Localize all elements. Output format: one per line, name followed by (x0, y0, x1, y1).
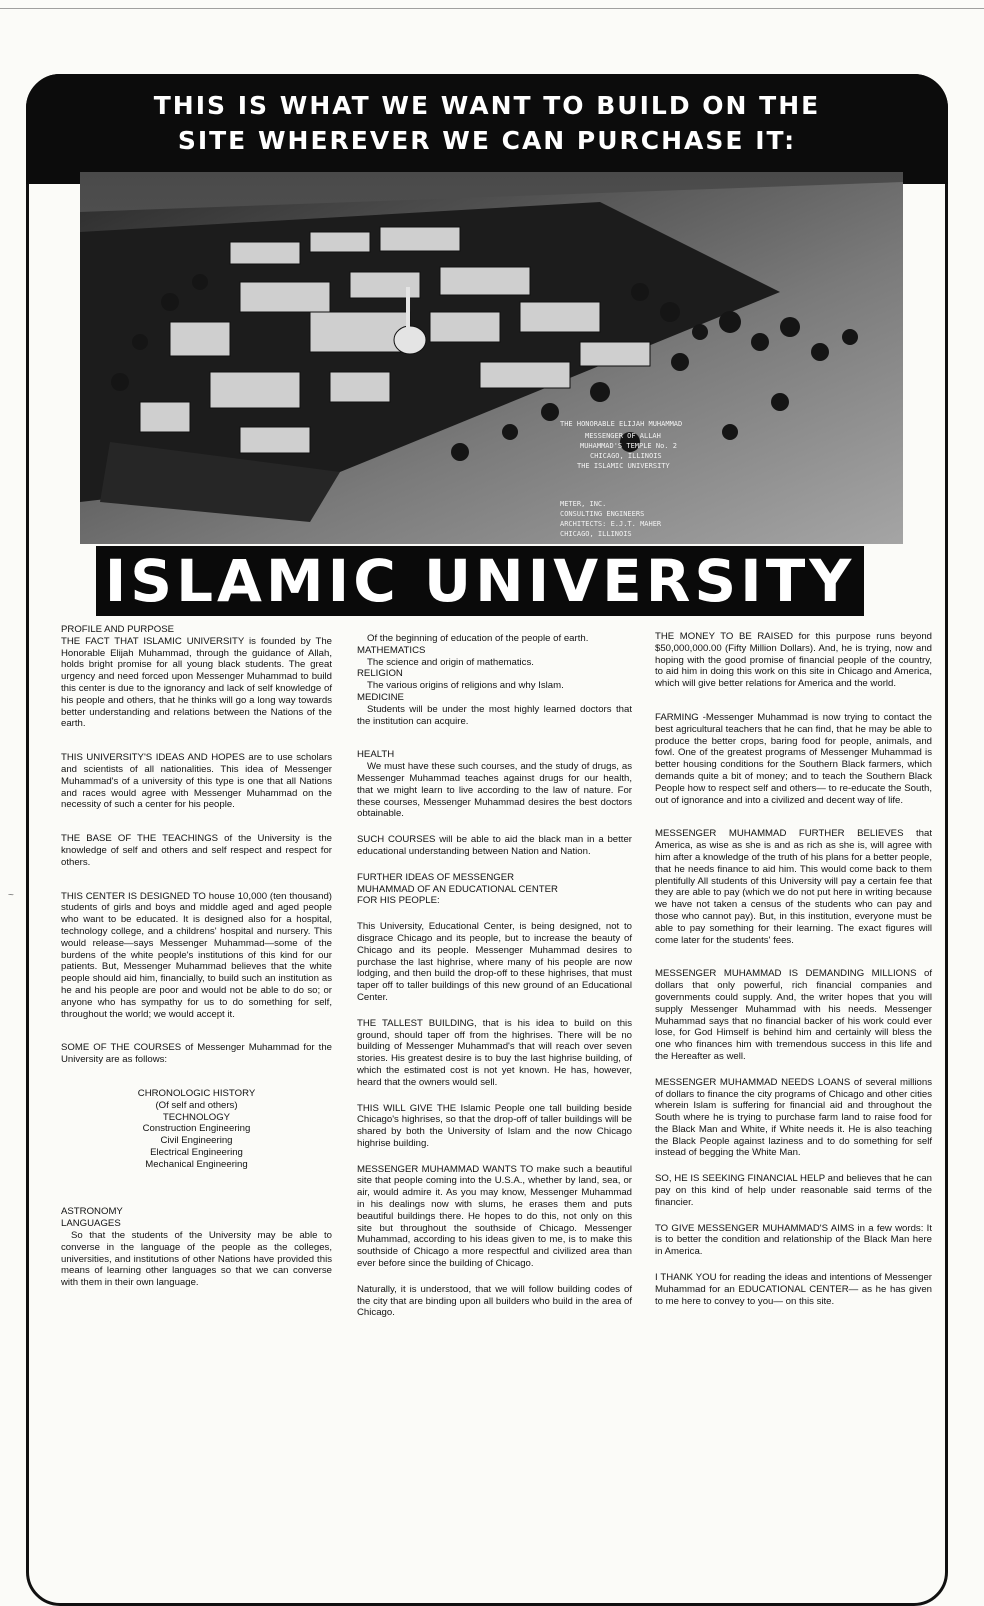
paragraph: Students will be under the most highly learned doctors that the institution can acquire. (357, 703, 632, 727)
paragraph: So that the students of the University may be able to converse in the language of the people as the colleges, universities, and institutions of other Nations have provided this means of learning other languages so that we can converse with them in their own language. (61, 1230, 332, 1289)
caption-line-6: METER, INC. (560, 500, 607, 508)
column-3 (655, 631, 932, 1307)
course-item: Civil Engineering (160, 1135, 233, 1147)
paragraph: SOME OF THE COURSES of Messenger Muhammad for the University are as follows: (61, 1042, 332, 1066)
paragraph: We must have these such courses, and the study of drugs, as Messenger Muhammad teaches against drugs for our health, that we might learn to live according to the law of nature. For these courses, Messenger Muhammad desires the best doctors obtainable. (357, 761, 632, 820)
course-item: TECHNOLOGY (162, 1111, 231, 1123)
paragraph: This University, Educational Center, is being designed, not to disgrace Chicago and its people, but to increase the beauty of Chicago and its people. Messenger Muhammad desires to purchase the last highrise, where many of his people are now lodging, and then build the drop-off to these highrises, that must taper off to taller buildings of this new ground of an Educational Center. (357, 921, 632, 1003)
caption-line-1: THE HONORABLE ELIJAH MUHAMMAD (560, 420, 683, 428)
caption-line-2: MESSENGER OF ALLAH (585, 432, 661, 440)
section-heading: HEALTH (357, 749, 395, 761)
paragraph: FARMING -Messenger Muhammad is now trying to contact the best agricultural teachers that he can find, that he may be able to produce the better crops, baring food for people, animals, and fowl. One of the greatest programs of Messenger Muhammad is better housing conditions for the Southern Black farmers, which demands quite a bit of money; and to teach the Southern Black People how to respect self and others— to re-educate the South, out of ignorance and into a civilized and decent way of life. (655, 711, 932, 806)
paragraph: MESSENGER MUHAMMAD IS DEMANDING MILLIONS of dollars that only powerful, rich financial companies and governments could supply. And, the writer hopes that you will supply Messenger Muhammad with his needs. Messenger Muhammad says that no financial backer of his work could ever lose, for God Himself is behind him and certainly will bless the one who finances him with tremendous success in this life and the Hereafter as well. (655, 968, 932, 1062)
caption-line-4: CHICAGO, ILLINOIS (590, 452, 662, 460)
title-bar (96, 546, 864, 616)
headline-line-2: SITE WHEREVER WE CAN PURCHASE IT: (177, 126, 797, 155)
paragraph: SO, HE IS SEEKING FINANCIAL HELP and believes that he can pay on this kind of help under reasonable said terms of the financier. (655, 1173, 932, 1208)
course-item: (Of self and others) (155, 1099, 238, 1111)
section-heading: RELIGION (357, 668, 403, 680)
column-1 (61, 624, 332, 1289)
section-heading: ASTRONOMY (61, 1206, 123, 1218)
section-heading: MUHAMMAD OF AN EDUCATIONAL CENTER (357, 883, 558, 895)
paragraph: MESSENGER MUHAMMAD NEEDS LOANS of several millions of dollars to finance the city programs of Chicago and other cities wherein Islam is suffering for financial aid and throughout the South where he is trying to purchase farm land to raise food for the Black Man and White, if White needs it. He is also teaching the Black People against laziness and to do something for self instead of begging the White Man. (655, 1076, 932, 1159)
section-heading: MEDICINE (357, 691, 404, 703)
section-heading: PROFILE AND PURPOSE (61, 624, 175, 635)
scan-speck: ~ (8, 890, 14, 901)
page-title: ISLAMIC UNIVERSITY (104, 547, 856, 615)
paragraph: Naturally, it is understood, that we will follow building codes of the city that are binding upon all builders who build in the area of Chicago. (357, 1283, 632, 1319)
paragraph: SUCH COURSES will be able to aid the black man in a better educational understanding between Nation and Nation. (357, 834, 632, 857)
paragraph: MESSENGER MUHAMMAD WANTS TO make such a beautiful site that people coming into the U.S.A., whether by land, sea, or air, would admire it. As you may know, Messenger Muhammad in his dealings now with slums, he erases them and puts beautiful buildings there. He hopes to do this, not only on this site but throughout the southside of Chicago. Messenger Muhammad, according to his ideas given to me, is to make this southside of Chicago a more respectful and civilized area than ever before since the building of Chicago. (357, 1163, 632, 1270)
campus-model-illustration (80, 172, 903, 544)
headline-line-1: THIS IS WHAT WE WANT TO BUILD ON THE (153, 91, 821, 120)
paragraph: The science and origin of mathematics. (367, 656, 534, 668)
caption-line-8: ARCHITECTS: E.J.T. MAHER (560, 520, 662, 528)
headline-banner (26, 74, 948, 184)
paragraph: THIS UNIVERSITY'S IDEAS AND HOPES are to use scholars and scientists of all nationalities. This idea of Messenger Muhammad's of a university of this type is one that all Nations and races would agree with Messenger Muhammad on the necessity of such a center for his people. (61, 752, 332, 811)
caption-line-7: CONSULTING ENGINEERS (560, 510, 645, 518)
paragraph: THE MONEY TO BE RAISED for this purpose runs beyond $50,000,000.00 (Fifty Million Dollars). And, he is trying, now and hoping with the good promise of financial people of the country, to aid him in doing this work on this site in Chicago and America, which will give better relations for America and the world. (655, 631, 932, 690)
section-heading: FURTHER IDEAS OF MESSENGER (357, 871, 515, 883)
scan-edge-line (0, 8, 984, 9)
paragraph: THE BASE OF THE TEACHINGS of the University is the knowledge of self and others and self respect and respect for others. (61, 833, 332, 868)
paragraph: The various origins of religions and why Islam. (367, 680, 564, 692)
architectural-model-photo (80, 172, 903, 544)
paragraph: MESSENGER MUHAMMAD FURTHER BELIEVES that America, as wise as she is and as rich as she is, will agree with him after a knowledge of the truth of his plans for a better people, that he needs finance to aid him. This would come back to them plentifully All students of this University will pay a certain fee that they are able to pay (which we do not put here in writing because we have not taken a census of the students who can pay and those who cannot pay). But, in this institution, everyone must be able to pay something for their learning. The exact figures will come later for the students' fees. (655, 828, 932, 946)
course-item: Construction Engineering (142, 1123, 251, 1135)
paragraph: THIS WILL GIVE THE Islamic People one tall building beside Chicago's highrises, so that the drop-off of taller buildings will be shared by both the University of Islam and the now Chicago highrise building. (357, 1102, 632, 1149)
course-item: CHRONOLOGIC HISTORY (137, 1087, 256, 1099)
course-item: Electrical Engineering (150, 1146, 243, 1158)
paragraph: TO GIVE MESSENGER MUHAMMAD'S AIMS in a few words: It is to better the condition and relationship of the Black Man here in America. (655, 1222, 932, 1258)
column-2 (357, 633, 632, 1319)
paragraph: I THANK YOU for reading the ideas and intentions of Messenger Muhammad for an EDUCATIONAL CENTER— as he has given to me here to convey to you— on this site. (655, 1272, 932, 1307)
section-heading: FOR HIS PEOPLE: (357, 895, 440, 907)
course-item: Mechanical Engineering (145, 1158, 248, 1170)
caption-line-5: THE ISLAMIC UNIVERSITY (577, 462, 670, 470)
paragraph: THE FACT THAT ISLAMIC UNIVERSITY is founded by The Honorable Elijah Muhammad, through the guidance of Allah, holds bright promise for all young black students. The great urgency and need forced upon Messenger Muhammad to build this center is due to the ignorancy and lack of self knowledge of his people and others, that he thinks will go a long way towards better understanding and relations between the Nations of the earth. (61, 635, 332, 730)
section-heading: MATHEMATICS (357, 644, 426, 656)
paragraph: THE TALLEST BUILDING, that is his idea to build on this ground, should taper off from the highrises. There will be no building of Messenger Muhammad's that will reach over seven stories. His greatest desire is to buy the last highrise building, of which the estimated cost is not yet known. He has, however, heard that the owners would sell. (357, 1017, 632, 1088)
section-heading: LANGUAGES (61, 1218, 121, 1230)
paragraph: THIS CENTER IS DESIGNED TO house 10,000 (ten thousand) students of girls and boys and middle aged and aged people who want to be educated. It is designed also for a hospital, technology college, and a childrens' hospital and nursery. This would release—says Messenger Muhammad—some of the burdens of the white people's institutions of this kind for our patients. But, Messenger Muhammad believes that the white people should aid him, financially, to build such an institution as he and his people are poor and would not be able to do so; or anyone who has sympathy for us to do something for self, throughout the world; we would accept it. (61, 890, 332, 1020)
caption-line-9: CHICAGO, ILLINOIS (560, 530, 632, 538)
paragraph: Of the beginning of education of the people of earth. (367, 633, 589, 644)
caption-line-3: MUHAMMAD'S TEMPLE No. 2 (580, 442, 677, 450)
